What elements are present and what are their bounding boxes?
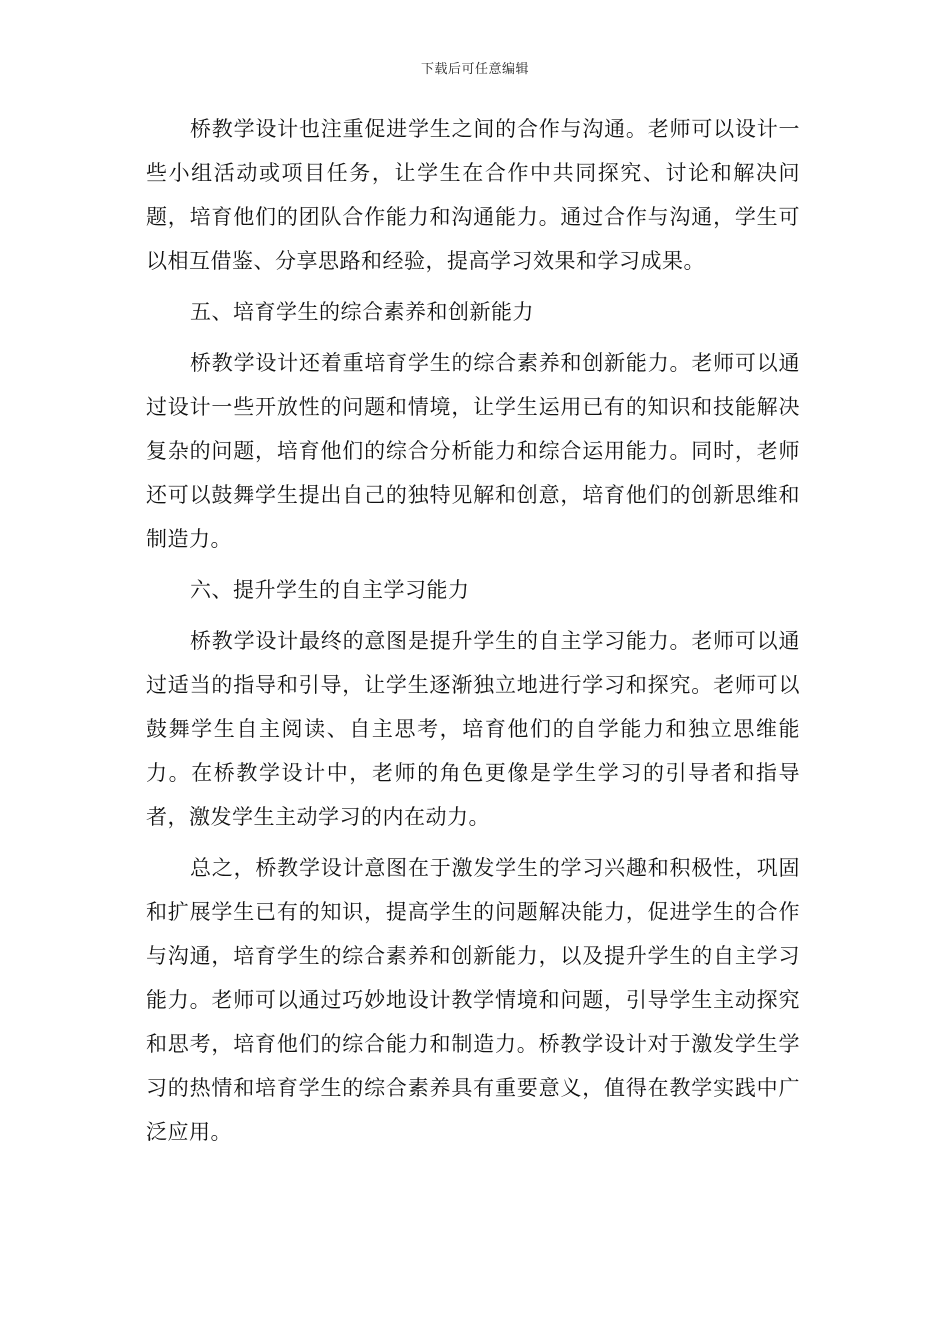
paragraph-literacy-innovation: 桥教学设计还着重培育学生的综合素养和创新能力。老师可以通过设计一些开放性的问题和情境，让学生运用已有的知识和技能解决复杂的问题，培育他们的综合分析能力和综合运用能力。同时，老师还可以鼓舞学生提出自己的独特见解和创意，培育他们的创新思维和制造力。 <box>146 351 800 551</box>
section-heading-5: 五、培育学生的综合素养和创新能力 <box>190 300 534 324</box>
page-header: 下载后可任意编辑 <box>420 62 529 77</box>
paragraph-conclusion: 总之，桥教学设计意图在于激发学生的学习兴趣和积极性，巩固和扩展学生已有的知识，提高学生的问题解决能力，促进学生的合作与沟通，培育学生的综合素养和创新能力，以及提升学生的自主学习能力。老师可以通过巧妙地设计教学情境和问题，引导学生主动探究和思考，培育他们的综合能力和制造力。桥教学设计对于激发学生学习的热情和培育学生的综合素养具有重要意义，值得在教学实践中广泛应用。 <box>146 856 800 1144</box>
paragraph-cooperation: 桥教学设计也注重促进学生之间的合作与沟通。老师可以设计一些小组活动或项目任务，让学生在合作中共同探究、讨论和解决问题，培育他们的团队合作能力和沟通能力。通过合作与沟通，学生可以相互借鉴、分享思路和经验，提高学习效果和学习成果。 <box>146 117 800 273</box>
document-body <box>146 107 800 1154</box>
section-heading-6: 六、提升学生的自主学习能力 <box>190 578 470 602</box>
paragraph-autonomous-learning: 桥教学设计最终的意图是提升学生的自主学习能力。老师可以通过适当的指导和引导，让学生逐渐独立地进行学习和探究。老师可以鼓舞学生自主阅读、自主思考，培育他们的自学能力和独立思维能力。在桥教学设计中，老师的角色更像是学生学习的引导者和指导者，激发学生主动学习的内在动力。 <box>146 629 800 829</box>
